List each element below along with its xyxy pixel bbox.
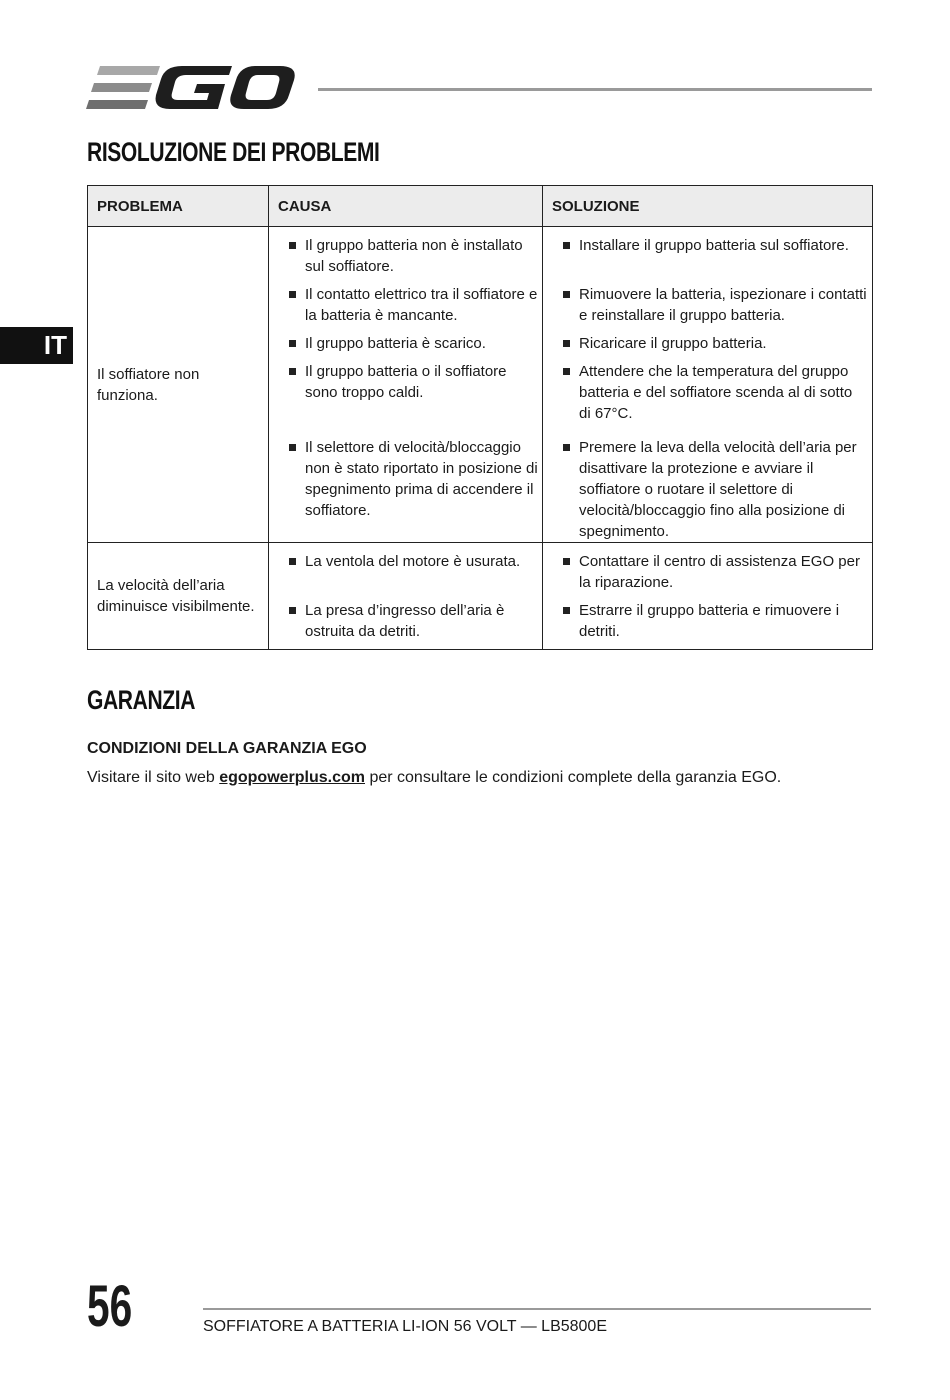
language-tab: IT [0, 327, 73, 364]
table-header-row [88, 186, 873, 227]
cause-cell [269, 543, 543, 650]
solution-item: Contattare il centro di assistenza EGO per la riparazione. [543, 551, 872, 600]
ego-logo [86, 62, 298, 114]
cause-item: La presa d’ingresso dell’aria è ostruita da detriti. [269, 600, 542, 642]
cause-item: Il selettore di velocità/bloccaggio non è stato riportato in posizione di spegnimento prima di accendere il soffiatore. [269, 437, 542, 521]
cause-item: Il gruppo batteria è scarico. [269, 333, 542, 361]
warranty-text-before: Visitare il sito web [87, 769, 220, 786]
cause-item: La ventola del motore è usurata. [269, 551, 542, 600]
problem-cell: Il soffiatore non funziona. [88, 227, 269, 543]
warranty-link[interactable]: egopowerplus.com [219, 769, 365, 786]
section-title-warranty: GARANZIA [87, 685, 196, 715]
solution-item: Ricaricare il gruppo batteria. [543, 333, 872, 361]
cause-item: Il gruppo batteria non è installato sul soffiatore. [269, 235, 542, 284]
footer-text: SOFFIATORE A BATTERIA LI-ION 56 VOLT — LB5800E [203, 1318, 607, 1335]
column-header-problem: PROBLEMA [88, 186, 269, 227]
solution-cell [543, 543, 873, 650]
solution-item: Estrarre il gruppo batteria e rimuovere i detriti. [543, 600, 872, 642]
warranty-text-after: per consultare le condizioni complete della garanzia EGO. [365, 769, 782, 786]
warranty-subtitle: CONDIZIONI DELLA GARANZIA EGO [87, 740, 367, 757]
table-row [88, 227, 873, 543]
section-title-troubleshooting: RISOLUZIONE DEI PROBLEMI [87, 137, 380, 167]
header-rule [318, 88, 872, 91]
warranty-text [87, 769, 781, 787]
solution-item: Installare il gruppo batteria sul soffiatore. [543, 235, 872, 284]
solution-item: Premere la leva della velocità dell’aria per disattivare la protezione e avviare il soffiatore o ruotare il selettore di velocità/bloccaggio fino alla posizione di spegnimento. [543, 437, 872, 542]
troubleshooting-table [87, 185, 873, 650]
table-row [88, 543, 873, 650]
solution-item: Rimuovere la batteria, ispezionare i contatti e reinstallare il gruppo batteria. [543, 284, 872, 333]
problem-cell: La velocità dell’aria diminuisce visibilmente. [88, 543, 269, 650]
column-header-cause: CAUSA [269, 186, 543, 227]
solution-item: Attendere che la temperatura del gruppo batteria e del soffiatore scenda al di sotto di 67°C. [543, 361, 872, 437]
footer-rule [203, 1308, 871, 1310]
column-header-solution: SOLUZIONE [543, 186, 873, 227]
cause-item: Il contatto elettrico tra il soffiatore e la batteria è mancante. [269, 284, 542, 333]
solution-cell [543, 227, 873, 543]
cause-cell [269, 227, 543, 543]
page-number: 56 [87, 1274, 133, 1339]
cause-item: Il gruppo batteria o il soffiatore sono troppo caldi. [269, 361, 542, 437]
